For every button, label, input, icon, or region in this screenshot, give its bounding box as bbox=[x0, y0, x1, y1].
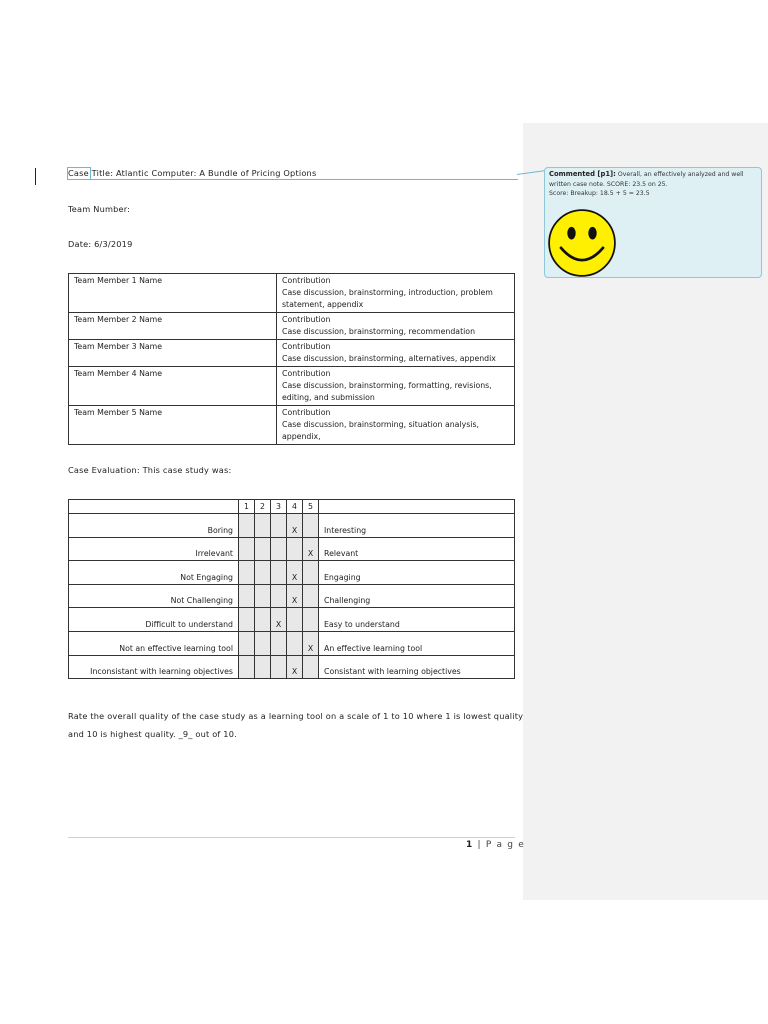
case-title-text: Title: Atlantic Computer: A Bundle of Pricing Options bbox=[88, 168, 317, 178]
evaluation-left-label: Inconsistant with learning objectives bbox=[69, 655, 239, 679]
evaluation-right-label: Engaging bbox=[319, 561, 515, 585]
rating-cell[interactable] bbox=[271, 655, 287, 679]
footer-separator: | bbox=[477, 840, 482, 850]
evaluation-left-label: Irrelevant bbox=[69, 537, 239, 561]
rating-cell[interactable] bbox=[287, 608, 303, 632]
contribution-heading: Contribution bbox=[282, 408, 331, 417]
scale-header-cell: 1 bbox=[239, 500, 255, 514]
rating-prefix: and 10 is highest quality. bbox=[68, 729, 176, 739]
evaluation-right-label: An effective learning tool bbox=[319, 631, 515, 655]
evaluation-row bbox=[69, 655, 515, 679]
page-number: 1 bbox=[466, 840, 474, 850]
comment-author: Commented [p1]: bbox=[549, 170, 616, 178]
contribution-detail: Case discussion, brainstorming, formatting, revisions, editing, and submission bbox=[282, 381, 492, 402]
page-label: P a g e bbox=[485, 840, 526, 850]
member-contribution-cell[interactable] bbox=[277, 313, 515, 340]
team-members-table bbox=[68, 273, 515, 445]
rating-value: _9_ bbox=[178, 729, 193, 739]
page-footer bbox=[466, 840, 525, 850]
member-row bbox=[69, 406, 515, 445]
member-row bbox=[69, 340, 515, 367]
contribution-heading: Contribution bbox=[282, 315, 331, 324]
rating-cell[interactable] bbox=[239, 561, 255, 585]
smiley-right-eye bbox=[588, 227, 596, 240]
rating-cell[interactable] bbox=[255, 561, 271, 585]
contribution-detail: Case discussion, brainstorming, recommendation bbox=[282, 327, 476, 336]
rating-cell[interactable] bbox=[255, 537, 271, 561]
rating-cell[interactable] bbox=[239, 631, 255, 655]
rating-cell[interactable]: X bbox=[287, 584, 303, 608]
evaluation-row bbox=[69, 608, 515, 632]
rating-cell[interactable] bbox=[271, 514, 287, 538]
contribution-detail: Case discussion, brainstorming, alternatives, appendix bbox=[282, 354, 496, 363]
evaluation-right-label: Relevant bbox=[319, 537, 515, 561]
rating-cell[interactable] bbox=[303, 584, 319, 608]
member-row bbox=[69, 367, 515, 406]
rating-cell[interactable]: X bbox=[271, 608, 287, 632]
scale-header-cell: 2 bbox=[255, 500, 271, 514]
rating-cell[interactable] bbox=[239, 537, 255, 561]
comment-connector-line bbox=[90, 179, 518, 180]
rating-cell[interactable] bbox=[239, 514, 255, 538]
evaluation-row bbox=[69, 514, 515, 538]
evaluation-row bbox=[69, 537, 515, 561]
evaluation-left-label: Difficult to understand bbox=[69, 608, 239, 632]
footer-divider bbox=[68, 837, 515, 838]
scale-header-blank-right bbox=[319, 500, 515, 514]
rating-cell[interactable] bbox=[255, 608, 271, 632]
smiley-left-eye bbox=[567, 227, 575, 240]
rating-cell[interactable] bbox=[271, 537, 287, 561]
rating-cell[interactable] bbox=[255, 514, 271, 538]
rating-line-2[interactable] bbox=[68, 729, 237, 739]
scale-header-cell: 4 bbox=[287, 500, 303, 514]
case-title[interactable] bbox=[68, 168, 316, 178]
contribution-detail: Case discussion, brainstorming, introduction, problem statement, appendix bbox=[282, 288, 493, 309]
rating-cell[interactable] bbox=[255, 631, 271, 655]
member-name-cell[interactable]: Team Member 4 Name bbox=[69, 367, 277, 406]
rating-cell[interactable] bbox=[255, 655, 271, 679]
evaluation-right-label: Consistant with learning objectives bbox=[319, 655, 515, 679]
rating-cell[interactable]: X bbox=[287, 514, 303, 538]
rating-cell[interactable] bbox=[255, 584, 271, 608]
contribution-heading: Contribution bbox=[282, 369, 331, 378]
comment-score-line: Score: Breakup: 18.5 + 5 = 23.5 bbox=[549, 190, 650, 197]
evaluation-right-label: Challenging bbox=[319, 584, 515, 608]
member-name-cell[interactable]: Team Member 3 Name bbox=[69, 340, 277, 367]
rating-cell[interactable] bbox=[287, 631, 303, 655]
member-contribution-cell[interactable] bbox=[277, 406, 515, 445]
evaluation-left-label: Not Challenging bbox=[69, 584, 239, 608]
evaluation-intro[interactable]: Case Evaluation: This case study was: bbox=[68, 465, 232, 475]
rating-cell[interactable] bbox=[239, 608, 255, 632]
evaluation-row bbox=[69, 631, 515, 655]
member-contribution-cell[interactable] bbox=[277, 367, 515, 406]
rating-cell[interactable] bbox=[303, 514, 319, 538]
rating-cell[interactable] bbox=[271, 631, 287, 655]
member-name-cell[interactable]: Team Member 2 Name bbox=[69, 313, 277, 340]
rating-cell[interactable] bbox=[303, 608, 319, 632]
evaluation-row bbox=[69, 584, 515, 608]
evaluation-left-label: Not an effective learning tool bbox=[69, 631, 239, 655]
evaluation-left-label: Boring bbox=[69, 514, 239, 538]
rating-cell[interactable] bbox=[303, 561, 319, 585]
team-number-label[interactable]: Team Number: bbox=[68, 204, 131, 214]
evaluation-left-label: Not Engaging bbox=[69, 561, 239, 585]
member-row bbox=[69, 274, 515, 313]
member-row bbox=[69, 313, 515, 340]
case-title-prefix: Case bbox=[68, 168, 89, 178]
rating-cell[interactable] bbox=[239, 655, 255, 679]
comment-text: Overall, an effectively analyzed and well written case note. SCORE: 23.5 on 25. bbox=[549, 171, 744, 188]
evaluation-row bbox=[69, 561, 515, 585]
member-name-cell[interactable]: Team Member 5 Name bbox=[69, 406, 277, 445]
evaluation-table bbox=[68, 499, 515, 679]
scale-header-cell: 5 bbox=[303, 500, 319, 514]
scale-header-cell: 3 bbox=[271, 500, 287, 514]
rating-cell[interactable] bbox=[239, 584, 255, 608]
evaluation-right-label: Easy to understand bbox=[319, 608, 515, 632]
scale-header-row bbox=[69, 500, 515, 514]
rating-cell[interactable]: X bbox=[303, 631, 319, 655]
rating-cell[interactable] bbox=[271, 561, 287, 585]
smiley-face-circle bbox=[549, 210, 615, 276]
rating-cell[interactable]: X bbox=[303, 537, 319, 561]
contribution-detail: Case discussion, brainstorming, situation analysis, appendix, bbox=[282, 420, 479, 441]
member-contribution-cell[interactable] bbox=[277, 274, 515, 313]
rating-cell[interactable] bbox=[303, 655, 319, 679]
contribution-heading: Contribution bbox=[282, 276, 331, 285]
rating-cell[interactable] bbox=[287, 537, 303, 561]
member-name-cell[interactable]: Team Member 1 Name bbox=[69, 274, 277, 313]
rating-cell[interactable]: X bbox=[287, 561, 303, 585]
scale-header-blank-left bbox=[69, 500, 239, 514]
text-cursor bbox=[35, 168, 36, 185]
smiley-face-icon bbox=[547, 208, 617, 278]
rating-suffix: out of 10. bbox=[195, 729, 237, 739]
evaluation-right-label: Interesting bbox=[319, 514, 515, 538]
comment-balloon[interactable] bbox=[544, 167, 762, 278]
member-contribution-cell[interactable] bbox=[277, 340, 515, 367]
rating-line-1[interactable]: Rate the overall quality of the case study as a learning tool on a scale of 1 to 10 where 1 is lowest quality bbox=[68, 711, 524, 721]
rating-cell[interactable]: X bbox=[287, 655, 303, 679]
date-label[interactable]: Date: 6/3/2019 bbox=[68, 239, 133, 249]
rating-cell[interactable] bbox=[271, 584, 287, 608]
contribution-heading: Contribution bbox=[282, 342, 331, 351]
